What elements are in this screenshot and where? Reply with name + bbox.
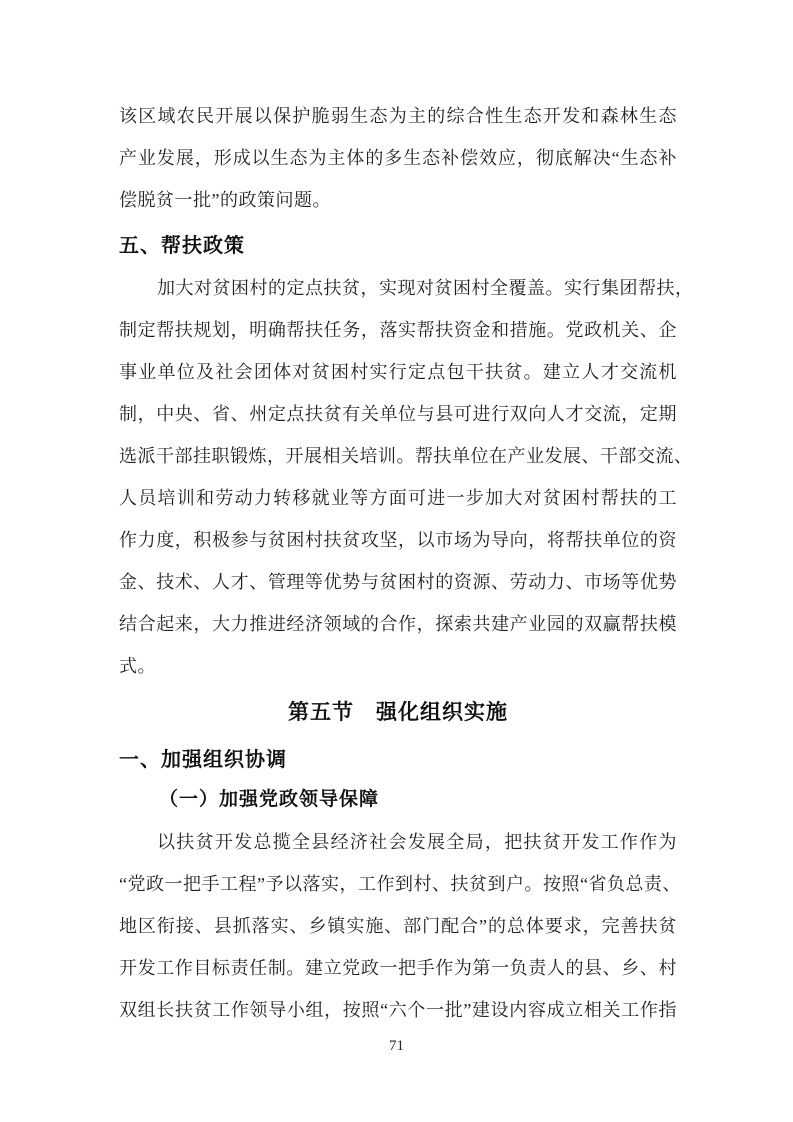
heading-party-leadership: （一）加强党政领导保障 [159,789,380,810]
page-number: 71 [389,1038,404,1054]
paragraph-line: 制，中央、省、州定点扶贫有关单位与县可进行双向人才交流，定期 [119,404,677,424]
paragraph-line: 以扶贫开发总揽全县经济社会发展全局，把扶贫开发工作作为 [157,832,677,852]
paragraph-line: 双组长扶贫工作领导小组，按照“六个一批”建设内容成立相关工作指 [119,1000,677,1020]
paragraph-line: 作力度，积极参与贫困村扶贫攻坚，以市场为导向，将帮扶单位的资 [119,530,677,550]
paragraph-ecology-continuation [119,95,677,221]
paragraph-line: 该区域农民开展以保护脆弱生态为主的综合性生态开发和森林生态 [119,106,677,126]
document-body [119,95,694,1031]
paragraph-line: 选派干部挂职锻炼，开展相关培训。帮扶单位在产业发展、干部交流、 [119,446,693,466]
heading-support-policy: 五、帮扶政策 [119,235,245,257]
paragraph-line: 制定帮扶规划，明确帮扶任务，落实帮扶资金和措施。党政机关、企 [119,320,677,340]
paragraph-organization [119,821,681,1031]
paragraph-line: 金、技术、人才、管理等优势与贫困村的资源、劳动力、市场等优势 [119,572,677,592]
paragraph-line: 产业发展，形成以生态为主体的多生态补偿效应，彻底解决“生态补 [119,148,677,168]
paragraph-line: “党政一把手工程”予以落实，工作到村、扶贫到户。按照“省负总责、 [119,874,681,894]
paragraph-support-policy [119,267,694,687]
paragraph-line: 加大对贫困村的定点扶贫，实现对贫困村全覆盖。实行集团帮扶， [157,278,694,298]
paragraph-line: 人员培训和劳动力转移就业等方面可进一步加大对贫困村帮扶的工 [119,488,677,508]
paragraph-line: 开发工作目标责任制。建立党政一把手作为第一负责人的县、乡、村 [119,958,677,978]
paragraph-line: 结合起来，大力推进经济领域的合作，探索共建产业园的双赢帮扶模 [119,614,677,634]
paragraph-line: 式。 [119,656,156,676]
paragraph-line: 偿脱贫一批”的政策问题。 [119,190,331,210]
paragraph-line: 地区衔接、县抓落实、乡镇实施、部门配合”的总体要求，完善扶贫 [119,916,677,936]
heading-strengthen-coordination: 一、加强组织协调 [119,749,287,771]
section-heading-organization: 第五节 强化组织实施 [288,701,508,724]
paragraph-line: 事业单位及社会团体对贫困村实行定点包干扶贫。建立人才交流机 [119,362,677,382]
